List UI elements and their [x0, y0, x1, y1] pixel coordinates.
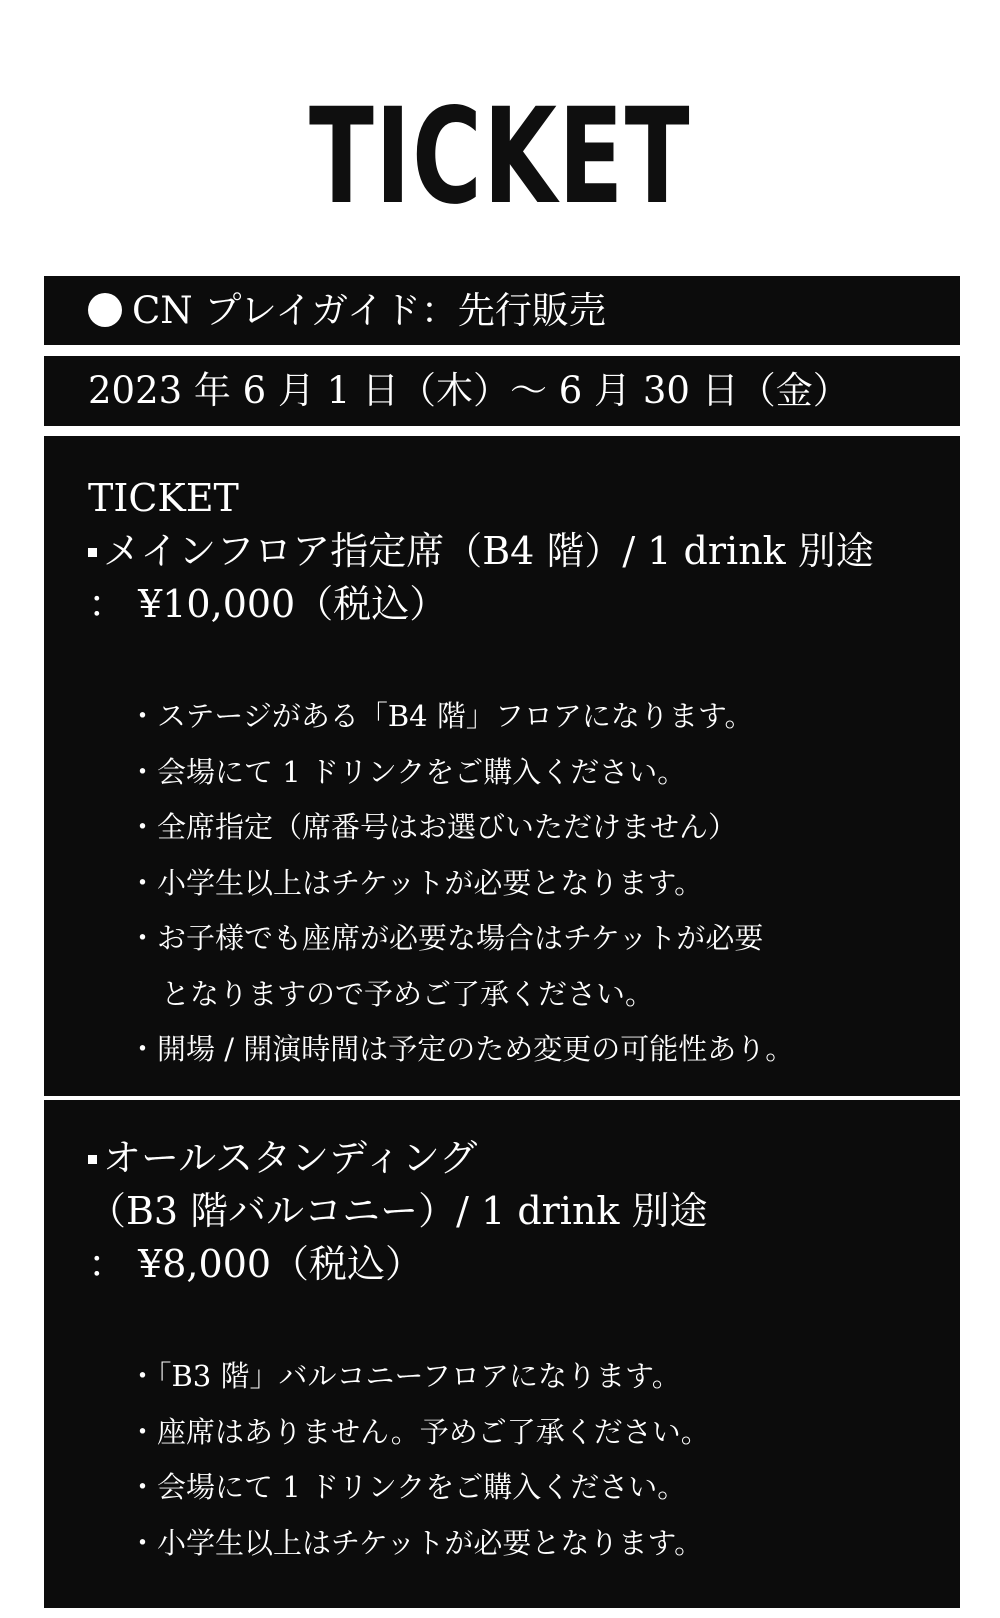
presale-label-band	[44, 276, 960, 345]
note-item: ・小学生以上はチケットが必要となります。	[128, 1525, 704, 1560]
note-item: ・会場にて 1 ドリンクをご購入ください。	[128, 754, 687, 789]
ticket-panel-reserved	[44, 436, 960, 1096]
page-title: TICKET	[309, 80, 691, 234]
note-item: ・座席はありません。予めご了承ください。	[128, 1414, 710, 1449]
note-item: ・会場にて 1 ドリンクをご購入ください。	[128, 1470, 687, 1504]
ticket-name-text: メインフロア指定席（B4 階）/ 1 drink 別途	[103, 529, 874, 573]
ticket-name-text: オールスタンディング	[103, 1136, 478, 1180]
square-bullet-icon	[88, 548, 97, 557]
note-item: ・ステージがある「B4 階」フロアになります。	[128, 699, 754, 733]
notes-list-standing	[88, 1349, 960, 1571]
note-item: ・全席指定（席番号はお選びいただけません）	[128, 810, 738, 844]
ticket-heading: TICKET	[88, 476, 239, 520]
note-item: ・お子様でも座席が必要な場合はチケットが必要	[128, 921, 764, 955]
square-bullet-icon	[88, 1155, 97, 1164]
ticket-name-standing	[88, 1132, 960, 1185]
ticket-price-reserved: ： ¥10,000（税込）	[88, 582, 448, 626]
ticket-name-reserved	[88, 525, 960, 578]
presale-period: 2023 年 6 月 1 日（木）～ 6 月 30 日（金）	[88, 369, 850, 412]
ticket-name-standing-line2: （B3 階バルコニー）/ 1 drink 別途	[88, 1189, 708, 1233]
note-item: ・「B3 階」バルコニーフロアになります。	[128, 1359, 681, 1393]
note-item-continued: となりますので予めご了承ください。	[161, 976, 655, 1011]
bullet-circle-icon	[88, 293, 122, 327]
ticket-price-standing: ： ¥8,000（税込）	[88, 1242, 424, 1286]
presale-label: CN プレイガイド：先行販売	[132, 289, 606, 332]
presale-period-band	[44, 356, 960, 426]
ticket-panel-standing	[44, 1100, 960, 1608]
note-item: ・小学生以上はチケットが必要となります。	[128, 865, 704, 900]
notes-list-reserved	[88, 689, 960, 1078]
note-item: ・開場 / 開演時間は予定のため変更の可能性あり。	[128, 1032, 795, 1066]
